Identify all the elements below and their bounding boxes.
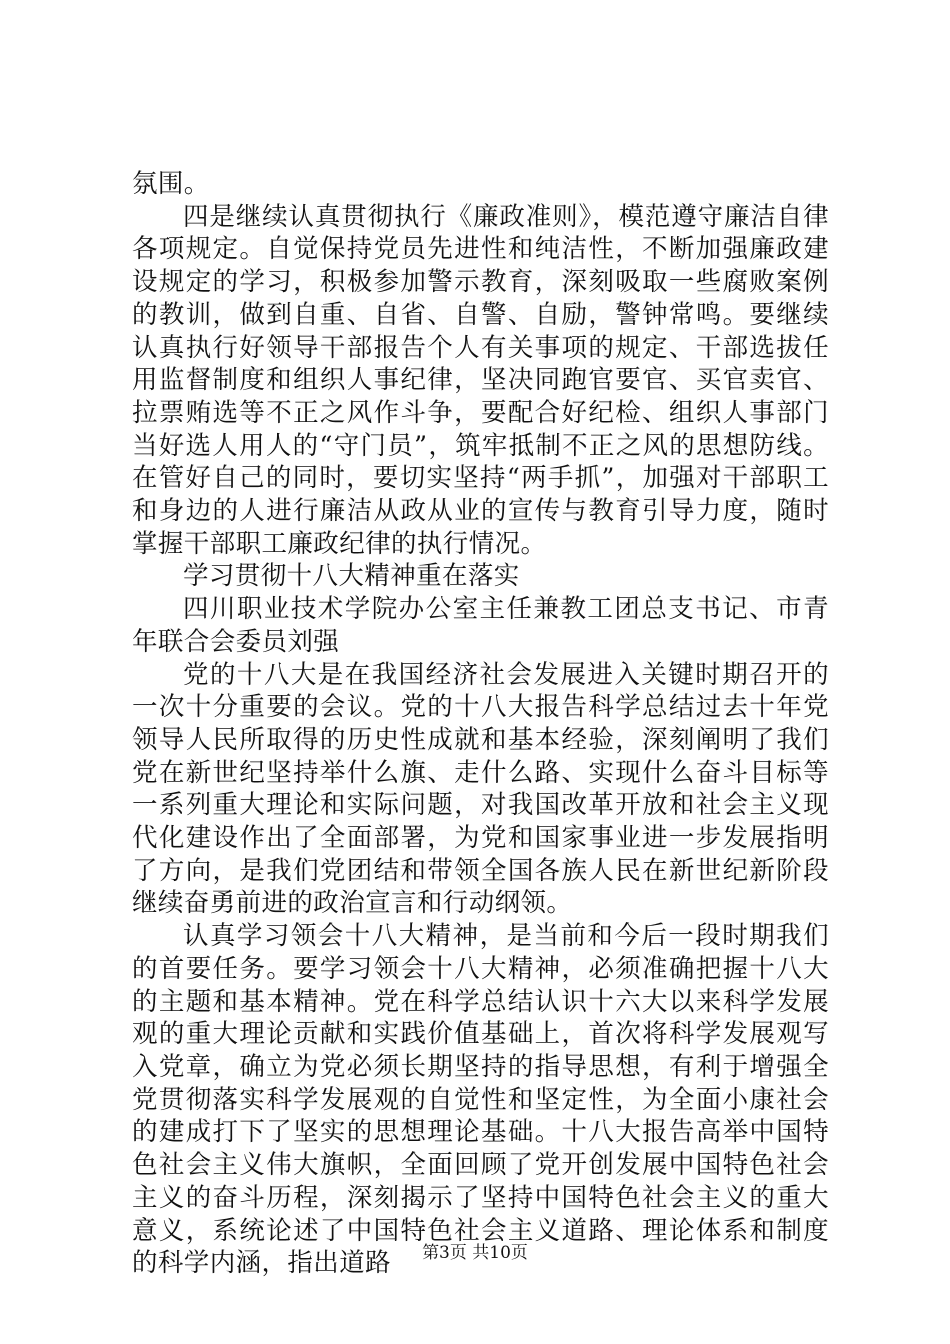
article-title: 学习贯彻十八大精神重在落实 <box>183 561 520 592</box>
paragraph-continuation: 氛围。 <box>132 169 210 199</box>
paragraph-integrity-rules: 四是继续认真贯彻执行《廉政准则》，模范遵守廉洁自律各项规定。自觉保持党员先进性和纯洁性，不断加强廉政建设规定的学习，积极参加警示教育，深刻吸取一些腐败案例的教训，做到自重、自省、自警、自励，警钟常鸣。要继续认真执行好领导干部报告个人有关事项的规定、干部选拔任用监督制度和组织人事纪律，坚决同跑官要官、买官卖官、拉票贿选等不正之风作斗争，要配合好纪检、组织人事部门当好选人用人的“守门员”，筑牢抵制不正之风的思想防线。在管好自己的同时，要切实坚持“两手抓”，加强对干部职工和身边的人进行廉洁从政从业的宣传与教育引导力度，随时掌握干部职工廉政纪律的执行情况。 <box>132 201 829 559</box>
paragraph-congress-significance: 党的十八大是在我国经济社会发展进入关键时期召开的一次十分重要的会议。党的十八大报告科学总结过去十年党领导人民所取得的历史性成就和基本经验，深刻阐明了我们党在新世纪坚持举什么旗、走什么路、实现什么奋斗目标等一系列重大理论和实际问题，对我国改革开放和社会主义现代化建设作出了全面部署，为党和国家事业进一步发展指明了方向，是我们党团结和带领全国各族人民在新世纪新阶段继续奋勇前进的政治宣言和行动纲领。 <box>132 659 829 919</box>
page-number-footer: 第3页 共10页 <box>422 1243 528 1263</box>
document-body <box>132 168 829 1280</box>
article-author: 四川职业技术学院办公室主任兼教工团总支书记、市青年联合会委员刘强 <box>132 594 829 657</box>
paragraph-study-tasks: 认真学习领会十八大精神，是当前和今后一段时期我们的首要任务。要学习领会十八大精神，必须准确把握十八大的主题和基本精神。党在科学总结认识十六大以来科学发展观的重大理论贡献和实践价值基础上，首次将科学发展观写入党章，确立为党必须长期坚持的指导思想，有利于增强全党贯彻落实科学发展观的自觉性和坚定性，为全面小康社会的建成打下了坚实的思想理论基础。十八大报告高举中国特色社会主义伟大旗帜，全面回顾了党开创发展中国特色社会主义的奋斗历程，深刻揭示了坚持中国特色社会主义的重大意义，系统论述了中国特色社会主义道路、理论体系和制度的科学内涵，指出道路 <box>132 921 829 1279</box>
